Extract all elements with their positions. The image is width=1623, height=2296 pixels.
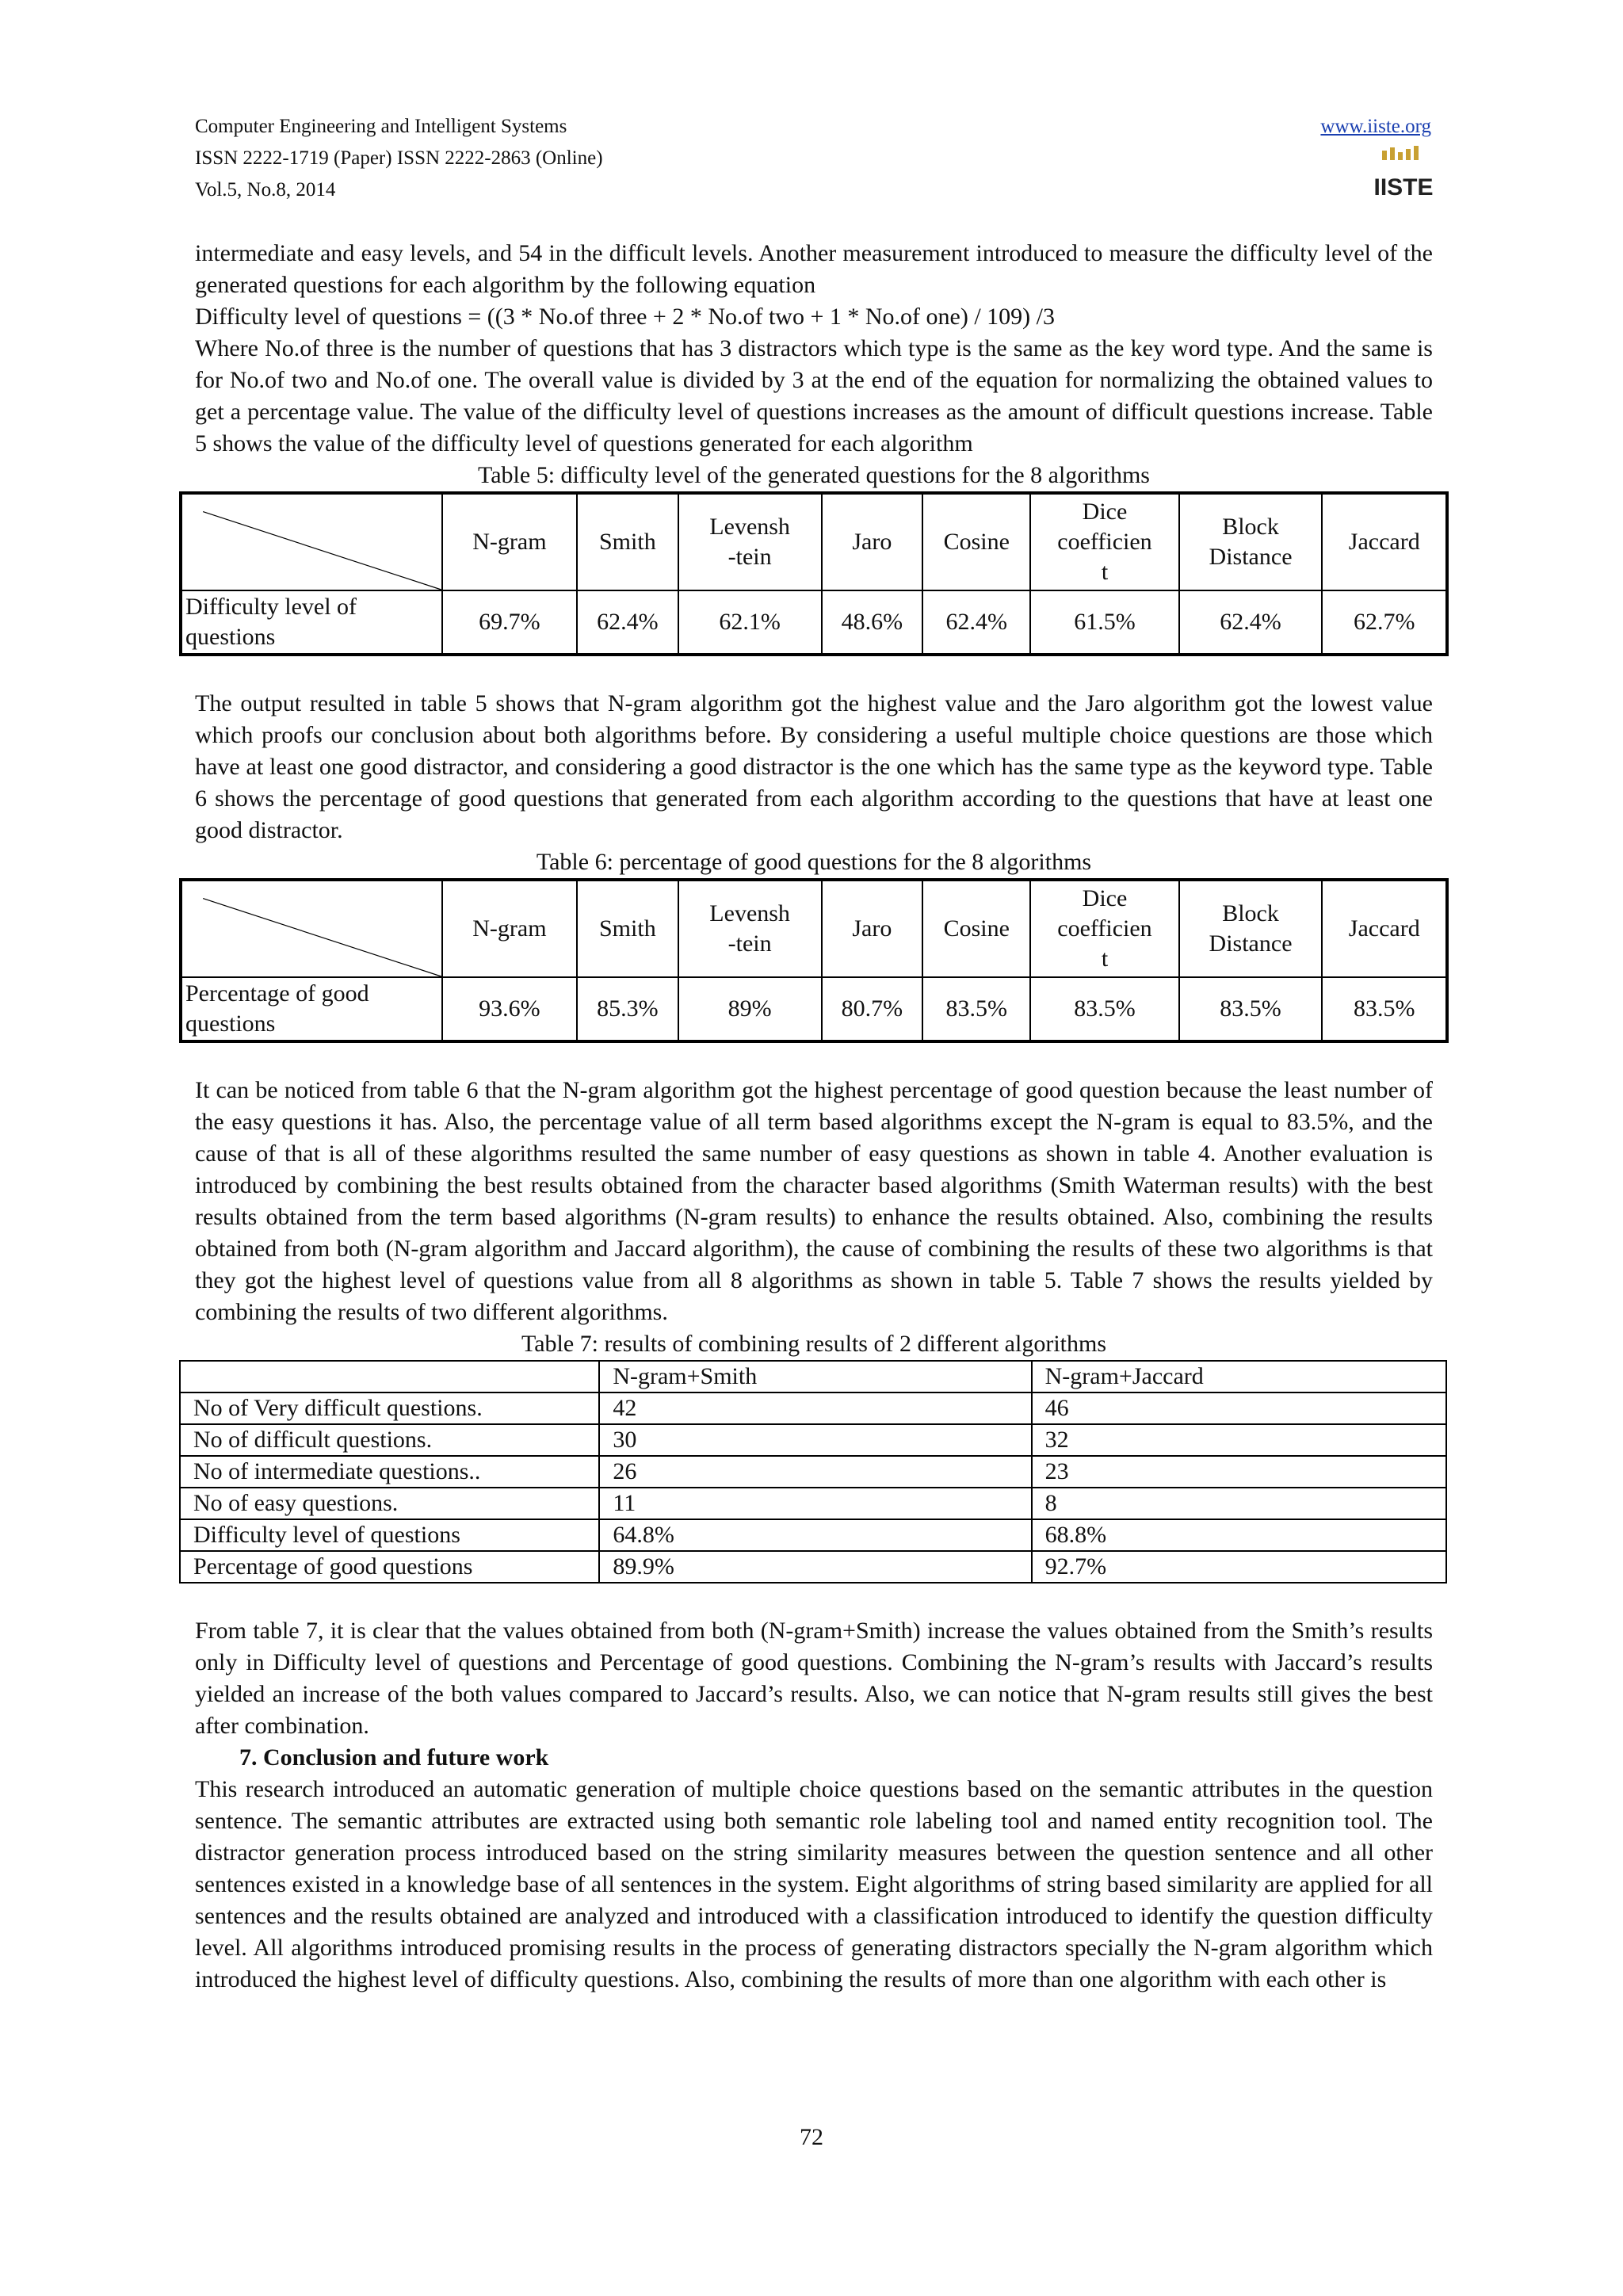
logo-text: IISTE bbox=[1373, 174, 1434, 201]
table6-value-cell: 89% bbox=[678, 977, 822, 1041]
table5 bbox=[179, 491, 1449, 656]
table5-header-cell: Block Distance bbox=[1179, 493, 1323, 590]
table5-header-cell: Jaccard bbox=[1322, 493, 1447, 590]
table5-value-cell: 48.6% bbox=[822, 590, 923, 655]
table5-caption: Table 5: difficulty level of the generated questions for the 8 algorithms bbox=[478, 462, 1150, 488]
table7-header-cell: N-gram+Jaccard bbox=[1032, 1361, 1446, 1392]
table5-header-cell: Dice coefficien t bbox=[1030, 493, 1178, 590]
table5-header-cell: N-gram bbox=[442, 493, 577, 590]
equation-explanation: Where No.of three is the number of questions that has 3 distractors which type is the same as the key word type. And the same is for No.of two and No.of one. The overall value is divided by 3 at the end of the equation for normalizing the obtained values to get a percentage value. The value of the difficulty level of questions increases as the amount of difficult questions increase. Table 5 shows the value of the difficulty level of questions generated for each algorithm bbox=[195, 335, 1433, 457]
table5-discussion: The output resulted in table 5 shows that N-gram algorithm got the highest value and the Jaro algorithm got the lowest value which proofs our conclusion about both algorithms before. By considering a useful multiple choice questions are those which have at least one good distractor, and considering a good distractor is the one which has the same type as the keyword type. Table 6 shows the percentage of good questions that generated from each algorithm according to the questions that have at least one good distractor. bbox=[195, 690, 1433, 843]
table5-value-cell: 62.4% bbox=[1179, 590, 1323, 655]
table7 bbox=[179, 1360, 1447, 1584]
table7-cell: 11 bbox=[599, 1488, 1031, 1519]
table-row bbox=[180, 1488, 1446, 1519]
section-heading: 7. Conclusion and future work bbox=[239, 1744, 549, 1771]
table6-caption: Table 6: percentage of good questions for the 8 algorithms bbox=[536, 849, 1092, 875]
website-link[interactable]: www.iiste.org bbox=[1320, 116, 1431, 137]
table7-row-label: No of easy questions. bbox=[180, 1488, 599, 1519]
table6-value-cell: 93.6% bbox=[442, 977, 577, 1041]
table5-header-cell: Smith bbox=[577, 493, 678, 590]
table7-header-cell bbox=[180, 1361, 599, 1392]
table5-row-label: Difficulty level of questions bbox=[181, 590, 442, 655]
table-row bbox=[180, 1392, 1446, 1424]
table7-cell: 89.9% bbox=[599, 1551, 1031, 1583]
iiste-logo bbox=[1373, 146, 1434, 201]
table6-value-cell: 83.5% bbox=[1322, 977, 1447, 1041]
table6-header-cell: Block Distance bbox=[1179, 880, 1323, 977]
table5-value-cell: 62.1% bbox=[678, 590, 822, 655]
table-row bbox=[180, 1551, 1446, 1583]
table7-cell: 46 bbox=[1032, 1392, 1446, 1424]
table6-header-cell: Dice coefficien t bbox=[1030, 880, 1178, 977]
table7-cell: 26 bbox=[599, 1456, 1031, 1488]
table7-cell: 64.8% bbox=[599, 1519, 1031, 1551]
equation: Difficulty level of questions = ((3 * No.of three + 2 * No.of two + 1 * No.of one) / 109) /3 bbox=[195, 304, 1056, 330]
table7-row-label: No of difficult questions. bbox=[180, 1424, 599, 1456]
journal-name: Computer Engineering and Intelligent Systems bbox=[195, 116, 567, 137]
table-row bbox=[180, 1424, 1446, 1456]
table7-cell: 32 bbox=[1032, 1424, 1446, 1456]
table5-value-cell: 69.7% bbox=[442, 590, 577, 655]
page-content bbox=[185, 238, 1433, 1996]
table7-cell: 8 bbox=[1032, 1488, 1446, 1519]
page-number: 72 bbox=[800, 2124, 823, 2150]
table5-value-cell: 61.5% bbox=[1030, 590, 1178, 655]
table7-row-label: No of Very difficult questions. bbox=[180, 1392, 599, 1424]
table-row bbox=[180, 1519, 1446, 1551]
table6-row-label: Percentage of good questions bbox=[181, 977, 442, 1041]
table6-value-cell: 85.3% bbox=[577, 977, 678, 1041]
page-header bbox=[195, 111, 1434, 206]
table5-value-cell: 62.7% bbox=[1322, 590, 1447, 655]
table7-cell: 92.7% bbox=[1032, 1551, 1446, 1583]
table5-corner-cell bbox=[181, 493, 442, 590]
table5-value-cell: 62.4% bbox=[577, 590, 678, 655]
table7-header-cell: N-gram+Smith bbox=[599, 1361, 1031, 1392]
table-row bbox=[180, 1456, 1446, 1488]
table6-value-cell: 83.5% bbox=[1030, 977, 1178, 1041]
table6-header-cell: Jaro bbox=[822, 880, 923, 977]
table6-header-cell: Levensh -tein bbox=[678, 880, 822, 977]
table6-corner-cell bbox=[181, 880, 442, 977]
table7-cell: 42 bbox=[599, 1392, 1031, 1424]
table6-value-cell: 80.7% bbox=[822, 977, 923, 1041]
table5-value-cell: 62.4% bbox=[922, 590, 1030, 655]
table7-cell: 23 bbox=[1032, 1456, 1446, 1488]
table6-value-cell: 83.5% bbox=[1179, 977, 1323, 1041]
table7-row-label: Difficulty level of questions bbox=[180, 1519, 599, 1551]
table6-value-cell: 83.5% bbox=[922, 977, 1030, 1041]
volume-line: Vol.5, No.8, 2014 bbox=[195, 179, 336, 201]
table5-header-cell: Levensh -tein bbox=[678, 493, 822, 590]
conclusion-paragraph: This research introduced an automatic generation of multiple choice questions based on the semantic attributes in the question sentence. The semantic attributes are extracted using both semantic role labeling tool and named entity recognition tool. The distractor generation process introduced based on the string similarity measures between the question sentence and all other sentences existed in a knowledge base of all sentences in the system. Eight algorithms of string based similarity are applied for all sentences and the results obtained are analyzed and introduced with a classification introduced to identify the question difficulty level. All algorithms introduced promising results in the process of generating distractors specially the N-gram algorithm which introduced the highest level of difficulty questions. Also, combining the results of more than one algorithm with each other is bbox=[195, 1776, 1433, 1992]
issn-line: ISSN 2222-1719 (Paper) ISSN 2222-2863 (Online) bbox=[195, 147, 603, 169]
table6-discussion: It can be noticed from table 6 that the N-gram algorithm got the highest percentage of good question because the least number of the easy questions it has. Also, the percentage value of all term based algorithms except the N-gram is equal to 83.5%, and the cause of that is all of these algorithms resulted the same number of easy questions as shown in table 4. Another evaluation is introduced by combining the best results obtained from the character based algorithms (Smith Waterman results) with the best results obtained from the term based algorithms (N-gram results) to enhance the results obtained. Also, combining the results obtained from both (N-gram algorithm and Jaccard algorithm), the cause of combining the results of these two algorithms is that they got the highest level of questions value from all 8 algorithms as shown in table 5. Table 7 shows the results yielded by combining the results of two different algorithms. bbox=[195, 1077, 1433, 1325]
table6-header-cell: N-gram bbox=[442, 880, 577, 977]
table6-header-cell: Jaccard bbox=[1322, 880, 1447, 977]
table7-row-label: No of intermediate questions.. bbox=[180, 1456, 599, 1488]
table5-header-cell: Jaro bbox=[822, 493, 923, 590]
table5-header-cell: Cosine bbox=[922, 493, 1030, 590]
intro-paragraph: intermediate and easy levels, and 54 in the difficult levels. Another measurement introduced to measure the difficulty level of the generated questions for each algorithm by the following equation bbox=[195, 240, 1433, 298]
table7-cell: 30 bbox=[599, 1424, 1031, 1456]
table6 bbox=[179, 878, 1449, 1043]
table7-caption: Table 7: results of combining results of 2 different algorithms bbox=[521, 1331, 1107, 1357]
table7-cell: 68.8% bbox=[1032, 1519, 1446, 1551]
table7-discussion: From table 7, it is clear that the values obtained from both (N-gram+Smith) increase the values obtained from the Smith’s results only in Difficulty level of questions and Percentage of good questions. Combining the N-gram’s results with Jaccard’s results yielded an increase of the both values compared to Jaccard’s results. Also, we can notice that N-gram results still gives the best after combination. bbox=[195, 1618, 1433, 1739]
table6-header-cell: Cosine bbox=[922, 880, 1030, 977]
table7-row-label: Percentage of good questions bbox=[180, 1551, 599, 1583]
table6-header-cell: Smith bbox=[577, 880, 678, 977]
